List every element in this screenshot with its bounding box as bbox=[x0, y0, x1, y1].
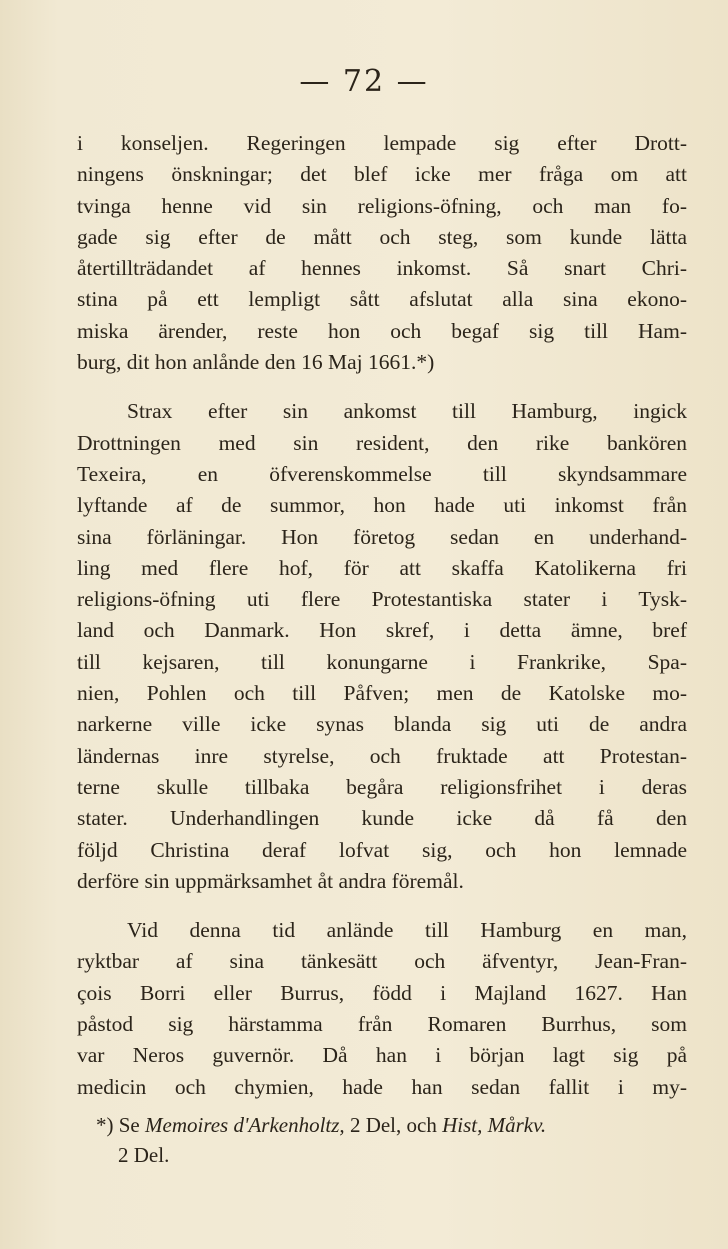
text-line: miska ärender, reste hon och begaf sig till Ham- bbox=[77, 318, 687, 343]
text-line: land och Danmark. Hon skref, i detta ämne, bref bbox=[77, 618, 687, 643]
footnote-text: 2 Del, och bbox=[349, 1113, 437, 1137]
text-line: medicin och chymien, hade han sedan fallit i my- bbox=[77, 1074, 687, 1099]
text-line: narkerne ville icke synas blanda sig uti de andra bbox=[77, 712, 687, 737]
text-line: ryktbar af sina tänkesätt och äfventyr, Jean-Fran- bbox=[77, 949, 687, 974]
text-line: lyftande af de summor, hon hade uti inkomst från bbox=[77, 493, 687, 518]
text-line: ländernas inre styrelse, och fruktade att Protestan- bbox=[77, 743, 687, 768]
footnote-text: Se bbox=[118, 1113, 140, 1137]
text-line: burg, dit hon anlånde den 16 Maj 1661.*) bbox=[77, 350, 435, 375]
text-line: Vid denna tid anlände till Hamburg en man, bbox=[127, 918, 687, 943]
text-line: till kejsaren, till konungarne i Frankrike, Spa- bbox=[77, 649, 687, 674]
paragraph-1 bbox=[77, 128, 687, 378]
text-line: var Neros guvernör. Då han i början lagt sig på bbox=[77, 1043, 687, 1068]
text-line: Texeira, en öfverenskommelse till skyndsammare bbox=[77, 461, 687, 486]
page-number: — 72 — bbox=[299, 64, 429, 99]
footnote-line-1 bbox=[96, 1110, 696, 1140]
text-line: çois Borri eller Burrus, född i Majland 1627. Han bbox=[77, 980, 687, 1005]
text-line: i konseljen. Regeringen lempade sig efter Drott- bbox=[77, 131, 687, 155]
text-line: påstod sig härstamma från Romaren Burrhus, som bbox=[77, 1012, 687, 1037]
text-line: följd Christina deraf lofvat sig, och hon lemnade bbox=[77, 837, 687, 862]
text-line: tvinga henne vid sin religions-öfning, och man fo- bbox=[77, 193, 687, 218]
text-line: sina förläningar. Hon företog sedan en underhand- bbox=[77, 524, 687, 549]
text-line: stina på ett lempligt sått afslutat alla sina ekono- bbox=[77, 287, 687, 312]
text-line: terne skulle tillbaka begåra religionsfrihet i deras bbox=[77, 774, 687, 799]
body-text bbox=[77, 128, 687, 1103]
text-line: stater. Underhandlingen kunde icke då få den bbox=[77, 806, 687, 831]
footnote-mark: *) bbox=[96, 1113, 114, 1137]
footnote-line-2: 2 Del. bbox=[118, 1143, 170, 1167]
text-line: derföre sin uppmärksamhet åt andra föremål. bbox=[77, 868, 464, 893]
footnote-title: Memoires d'Arkenholtz, bbox=[145, 1113, 345, 1137]
paragraph-2 bbox=[77, 396, 687, 897]
text-line: ling med flere hof, för att skaffa Katolikerna fri bbox=[77, 555, 687, 580]
footnote bbox=[96, 1110, 696, 1170]
text-line: återtillträdandet af hennes inkomst. Så snart Chri- bbox=[77, 256, 687, 281]
paragraph-3 bbox=[77, 915, 687, 1103]
text-line: Strax efter sin ankomst till Hamburg, ingick bbox=[127, 399, 687, 424]
text-line: nien, Pohlen och till Påfven; men de Katolske mo- bbox=[77, 681, 687, 706]
text-line: gade sig efter de mått och steg, som kunde lätta bbox=[77, 224, 687, 249]
text-line: Drottningen med sin resident, den rike bankören bbox=[77, 430, 687, 455]
footnote-title: Hist, Mårkv. bbox=[442, 1113, 547, 1137]
text-line: ningens önskningar; det blef icke mer fråga om att bbox=[77, 162, 687, 187]
text-line: religions-öfning uti flere Protestantiska stater i Tysk- bbox=[77, 587, 687, 612]
